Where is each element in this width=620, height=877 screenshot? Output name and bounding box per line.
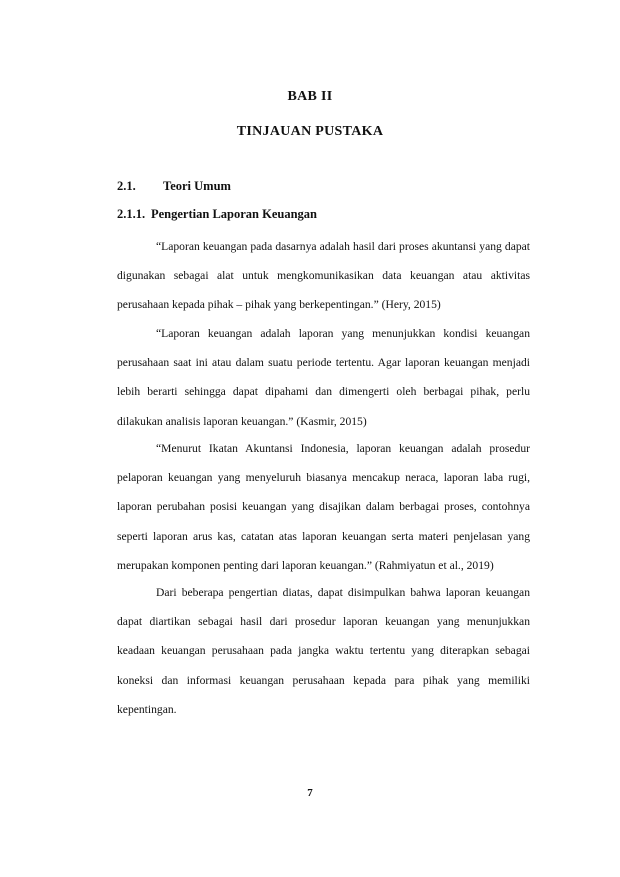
paragraph: “Laporan keuangan adalah laporan yang menunjukkan kondisi keuangan perusahaan saat ini atau dalam suatu periode tertentu. Agar laporan keuangan menjadi lebih berarti sehingga dapat dipahami dan dimengerti oleh berbagai pihak, perlu dilakukan analisis laporan keuangan.” (Kasmir, 2015): [117, 327, 530, 428]
paragraph-2-block: [117, 319, 530, 436]
section-heading: [117, 179, 231, 194]
paragraph-4-block: [117, 578, 530, 724]
paragraph-3-block: [117, 434, 530, 580]
chapter-label: BAB II: [287, 89, 333, 104]
paragraph-1-block: [117, 232, 530, 320]
subsection-title: Pengertian Laporan Keuangan: [151, 207, 317, 221]
subsection-number: 2.1.1.: [117, 207, 146, 221]
chapter-title: TINJAUAN PUSTAKA: [236, 124, 384, 139]
paragraph: Dari beberapa pengertian diatas, dapat disimpulkan bahwa laporan keuangan dapat diartikan sebagai hasil dari prosedur laporan keuangan yang menunjukkan keadaan keuangan perusahaan pada jangka waktu tertentu yang diterapkan sebagai koneksi dan informasi keuangan perusahaan kepada para pihak yang memiliki kepentingan.: [117, 586, 530, 716]
subsection-heading: [117, 207, 317, 222]
paragraph: “Menurut Ikatan Akuntansi Indonesia, laporan keuangan adalah prosedur pelaporan keuangan yang menyeluruh biasanya mencakup neraca, laporan laba rugi, laporan perubahan posisi keuangan yang disajikan dalam berbagai proses, contohnya seperti laporan arus kas, catatan atas laporan keuangan serta materi penjelasan yang merupakan komponen penting dari laporan keuangan.” (Rahmiyatun et al., 2019): [117, 442, 530, 572]
section-number: 2.1.: [117, 179, 136, 193]
paragraph: “Laporan keuangan pada dasarnya adalah hasil dari proses akuntansi yang dapat digunakan sebagai alat untuk mengkomunikasikan data keuangan atau aktivitas perusahaan kepada pihak – pihak yang berkepentingan.” (Hery, 2015): [117, 240, 530, 312]
page-number: 7: [307, 787, 313, 799]
section-title: Teori Umum: [163, 179, 231, 193]
